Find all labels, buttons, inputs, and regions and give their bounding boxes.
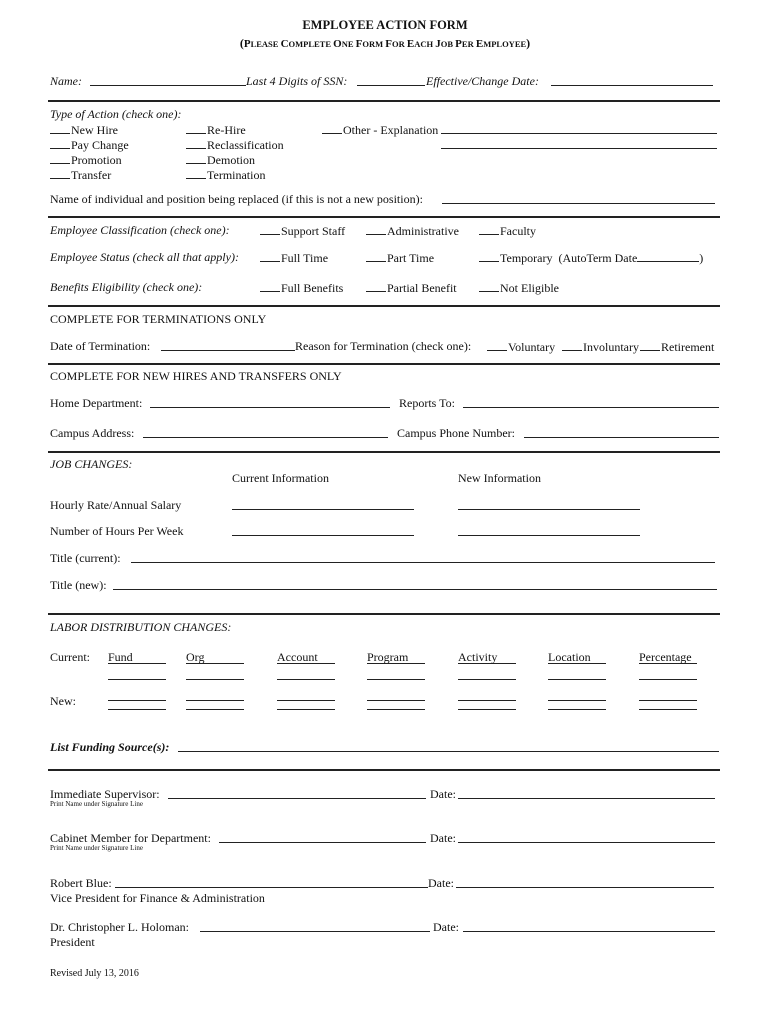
supervisor-print-note: Print Name under Signature Line — [50, 800, 143, 808]
subtitle-rest: MPLOYEE — [483, 39, 527, 49]
subtitle-rest: OR — [392, 39, 407, 49]
class-option-support-staff[interactable]: Support Staff — [260, 223, 345, 238]
title-current-label: Title (current): — [50, 551, 121, 565]
labor-program-field[interactable] — [367, 663, 425, 664]
section-divider — [48, 305, 720, 307]
vp-signature-field[interactable] — [115, 876, 428, 888]
benefits-label: Benefits Eligibility (check one): — [50, 280, 203, 294]
labor-activity-field[interactable] — [458, 663, 516, 664]
subtitle-cap: O — [333, 38, 342, 50]
labor-activity-field[interactable] — [458, 700, 516, 701]
action-option-other[interactable]: Other - Explanation — [322, 122, 438, 137]
president-name-label: Dr. Christopher L. Holoman: — [50, 920, 189, 934]
name-label: Name: — [50, 74, 82, 88]
status-option-part-time[interactable]: Part Time — [366, 250, 434, 265]
labor-percentage-field[interactable] — [639, 679, 697, 680]
checkbox-blank[interactable] — [562, 339, 582, 351]
labor-fund-field[interactable] — [108, 700, 166, 701]
labor-distribution-heading: LABOR DISTRIBUTION CHANGES: — [50, 620, 232, 634]
subtitle-cap: F — [355, 38, 363, 50]
checkbox-blank[interactable] — [640, 339, 660, 351]
job-changes-heading: JOB CHANGES: — [50, 457, 133, 471]
column-program: Program — [367, 650, 409, 664]
labor-fund-field[interactable] — [108, 709, 166, 710]
subtitle-cap: P — [455, 38, 462, 50]
labor-account-field[interactable] — [277, 700, 335, 701]
column-location: Location — [548, 650, 591, 664]
labor-percentage-field[interactable] — [639, 709, 697, 710]
checkbox-blank[interactable] — [50, 152, 70, 164]
title-current-field[interactable] — [131, 551, 715, 563]
campus-phone-field[interactable] — [524, 426, 719, 438]
subtitle-rest: ORM — [362, 39, 386, 49]
checkbox-blank[interactable] — [479, 280, 499, 292]
ssn-label: Last 4 Digits of SSN: — [246, 74, 348, 88]
section-divider — [48, 216, 720, 218]
hours-new-field[interactable] — [458, 524, 640, 536]
ssn-field[interactable] — [357, 74, 425, 86]
vp-name-label: Robert Blue: — [50, 876, 112, 890]
subtitle-rest: ACH — [414, 39, 436, 49]
benefits-option-partial[interactable]: Partial Benefit — [366, 280, 457, 295]
checkbox-blank[interactable] — [487, 339, 507, 351]
checkbox-blank[interactable] — [479, 223, 499, 235]
form-title: EMPLOYEE ACTION FORM — [302, 18, 468, 32]
subtitle-cap: P — [243, 38, 251, 50]
new-hires-heading: COMPLETE FOR NEW HIRES AND TRANSFERS ONLY — [50, 369, 342, 383]
labor-percentage-field[interactable] — [639, 700, 697, 701]
checkbox-blank[interactable] — [366, 280, 386, 292]
checkbox-blank[interactable] — [260, 250, 280, 262]
cabinet-print-note: Print Name under Signature Line — [50, 844, 143, 852]
replaced-label: Name of individual and position being replaced (if this is not a new position): — [50, 192, 423, 206]
labor-org-field[interactable] — [186, 700, 244, 701]
section-divider — [48, 769, 720, 771]
reason-option-involuntary[interactable]: Involuntary — [562, 339, 639, 354]
vp-date-field[interactable] — [456, 876, 714, 888]
checkbox-blank[interactable] — [479, 250, 499, 262]
labor-new-label: New: — [50, 694, 76, 708]
section-divider — [48, 363, 720, 365]
column-activity: Activity — [458, 650, 498, 664]
labor-activity-field[interactable] — [458, 679, 516, 680]
checkbox-blank[interactable] — [50, 137, 70, 149]
labor-org-field[interactable] — [186, 679, 244, 680]
subtitle-rest: ER — [461, 39, 476, 49]
subtitle-cap: C — [280, 38, 289, 50]
reports-to-label: Reports To: — [399, 396, 455, 410]
termination-date-label: Date of Termination: — [50, 339, 151, 353]
action-option-reclassification[interactable]: Reclassification — [186, 137, 284, 152]
action-option-promotion[interactable]: Promotion — [50, 152, 122, 167]
action-option-new-hire[interactable]: New Hire — [50, 122, 118, 137]
labor-activity-field[interactable] — [458, 709, 516, 710]
action-option-demotion[interactable]: Demotion — [186, 152, 255, 167]
checkbox-blank[interactable] — [322, 122, 342, 134]
class-option-faculty[interactable]: Faculty — [479, 223, 536, 238]
cabinet-signature-field[interactable] — [219, 831, 426, 843]
checkbox-blank[interactable] — [186, 137, 206, 149]
checkbox-blank[interactable] — [186, 152, 206, 164]
home-department-label: Home Department: — [50, 396, 143, 410]
hourly-rate-label: Hourly Rate/Annual Salary — [50, 498, 182, 512]
status-label: Employee Status (check all that apply): — [50, 250, 239, 264]
action-option-termination[interactable]: Termination — [186, 167, 265, 182]
checkbox-blank[interactable] — [186, 167, 206, 179]
replaced-field[interactable] — [442, 192, 715, 204]
funding-source-label: List Funding Source(s): — [50, 740, 170, 754]
labor-fund-field[interactable] — [108, 663, 166, 664]
supervisor-date-field[interactable] — [458, 787, 715, 799]
section-divider — [48, 613, 720, 615]
hours-per-week-label: Number of Hours Per Week — [50, 524, 184, 538]
vp-title: Vice President for Finance & Administration — [50, 891, 265, 905]
hours-current-field[interactable] — [232, 524, 414, 536]
other-explanation-field-2[interactable] — [441, 137, 717, 149]
action-option-re-hire[interactable]: Re-Hire — [186, 122, 246, 137]
labor-current-label: Current: — [50, 650, 90, 664]
supervisor-label: Immediate Supervisor: — [50, 787, 160, 801]
benefits-option-not-eligible[interactable]: Not Eligible — [479, 280, 559, 295]
cabinet-member-label: Cabinet Member for Department: — [50, 831, 211, 845]
labor-program-field[interactable] — [367, 700, 425, 701]
subtitle-cap: F — [385, 38, 393, 50]
labor-location-field[interactable] — [548, 663, 606, 664]
cabinet-date-label: Date: — [430, 831, 456, 845]
president-date-field[interactable] — [463, 920, 715, 932]
checkbox-blank[interactable] — [366, 223, 386, 235]
president-date-label: Date: — [433, 920, 459, 934]
subtitle-cap: E — [475, 38, 484, 50]
column-fund: Fund — [108, 650, 133, 664]
checkbox-blank[interactable] — [50, 167, 70, 179]
reports-to-field[interactable] — [463, 396, 719, 408]
labor-account-field[interactable] — [277, 709, 335, 710]
subtitle-rest: OMPLETE — [288, 39, 334, 49]
labor-fund-field[interactable] — [108, 679, 166, 680]
labor-program-field[interactable] — [367, 679, 425, 680]
labor-program-field[interactable] — [367, 709, 425, 710]
action-option-pay-change[interactable]: Pay Change — [50, 137, 129, 152]
classification-label: Employee Classification (check one): — [50, 223, 230, 237]
other-explanation-field[interactable] — [441, 122, 717, 134]
subtitle-cap: E — [406, 38, 415, 50]
benefits-option-full[interactable]: Full Benefits — [260, 280, 343, 295]
president-signature-field[interactable] — [200, 920, 430, 932]
labor-location-field[interactable] — [548, 700, 606, 701]
form-subtitle: (PLEASE COMPLETE ONE FORM FOR EACH JOB PER EMPLOYEE) — [239, 36, 531, 50]
current-information-header: Current Information — [232, 471, 329, 485]
reason-option-retirement[interactable]: Retirement — [640, 339, 714, 354]
column-percentage: Percentage — [639, 650, 692, 664]
hourly-rate-new-field[interactable] — [458, 498, 640, 510]
checkbox-blank[interactable] — [366, 250, 386, 262]
status-option-full-time[interactable]: Full Time — [260, 250, 328, 265]
labor-account-field[interactable] — [277, 663, 335, 664]
section-divider — [48, 451, 720, 453]
type-of-action-heading: Type of Action (check one): — [50, 107, 182, 121]
supervisor-signature-field[interactable] — [168, 787, 426, 799]
termination-reason-label: Reason for Termination (check one): — [295, 339, 472, 353]
vp-date-label: Date: — [428, 876, 454, 890]
column-org: Org — [186, 650, 205, 664]
checkbox-blank[interactable] — [260, 280, 280, 292]
autoterm-date-field[interactable] — [637, 250, 699, 262]
home-department-field[interactable] — [150, 396, 390, 408]
title-new-field[interactable] — [113, 578, 717, 590]
hourly-rate-current-field[interactable] — [232, 498, 414, 510]
termination-date-field[interactable] — [161, 339, 295, 351]
status-option-temporary[interactable]: Temporary (AutoTerm Date ) — [479, 250, 703, 265]
labor-org-field[interactable] — [186, 663, 244, 664]
campus-phone-label: Campus Phone Number: — [397, 426, 515, 440]
title-new-label: Title (new): — [50, 578, 107, 592]
effective-date-label: Effective/Change Date: — [426, 74, 539, 88]
class-option-administrative[interactable]: Administrative — [366, 223, 459, 238]
effective-date-field[interactable] — [551, 74, 713, 86]
subtitle-rest: OB — [440, 39, 456, 49]
funding-source-field[interactable] — [178, 740, 719, 752]
labor-percentage-field[interactable] — [639, 663, 697, 664]
campus-address-label: Campus Address: — [50, 426, 135, 440]
labor-location-field[interactable] — [548, 679, 606, 680]
president-title: President — [50, 935, 95, 949]
action-option-transfer[interactable]: Transfer — [50, 167, 111, 182]
column-account: Account — [277, 650, 318, 664]
labor-org-field[interactable] — [186, 709, 244, 710]
campus-address-field[interactable] — [143, 426, 388, 438]
name-field[interactable] — [90, 74, 246, 86]
labor-account-field[interactable] — [277, 679, 335, 680]
reason-option-voluntary[interactable]: Voluntary — [487, 339, 555, 354]
labor-location-field[interactable] — [548, 709, 606, 710]
subtitle-rest: LEASE — [250, 39, 281, 49]
section-divider — [48, 100, 720, 102]
checkbox-blank[interactable] — [260, 223, 280, 235]
supervisor-date-label: Date: — [430, 787, 456, 801]
checkbox-blank[interactable] — [186, 122, 206, 134]
cabinet-date-field[interactable] — [458, 831, 715, 843]
subtitle-cap: J — [435, 38, 441, 50]
new-information-header: New Information — [458, 471, 541, 485]
subtitle-rest: NE — [341, 39, 356, 49]
revised-date: Revised July 13, 2016 — [50, 968, 139, 979]
terminations-heading: COMPLETE FOR TERMINATIONS ONLY — [50, 312, 267, 326]
checkbox-blank[interactable] — [50, 122, 70, 134]
